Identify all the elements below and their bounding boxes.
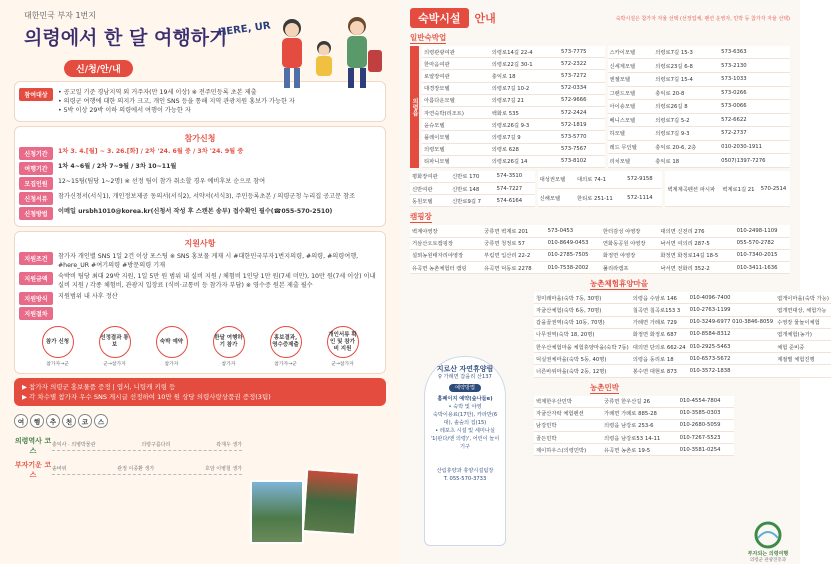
table-row — [534, 365, 831, 377]
table-cell: 010-2498-1109 — [735, 225, 790, 237]
table-cell: 나무권역(숙박 18, 20명) — [534, 328, 631, 340]
table-cell: 의령로7길 21 — [490, 94, 559, 106]
table-cell: 572-1114 — [625, 189, 662, 207]
table-cell: 573-0066 — [719, 100, 790, 114]
table-cell: 의령읍 수암로 146 — [631, 292, 688, 304]
table-row — [534, 316, 831, 328]
table-cell: 칠곡면 칠곡로153 3 — [631, 304, 688, 316]
table-cell: 010-3411-1636 — [735, 262, 790, 274]
table-cell: 의령로23길 6-8 — [653, 59, 719, 73]
table-cell: 골든민박 — [534, 432, 602, 444]
recruit-count: 12~15팀(팀당 1~2명) ※ 선정 팀이 참가 취소할 경우 예비후보 순으로 참여 — [58, 178, 266, 185]
row-tag: 신청방법 — [19, 207, 53, 220]
table-cell: 신해모텔 — [538, 189, 575, 207]
table-cell: 그랜드모텔 — [608, 86, 654, 100]
table-cell: 010-7538-2002 — [546, 262, 601, 274]
table-row — [422, 106, 605, 118]
table-cell: 티파니모텔 — [422, 155, 490, 167]
uiryeong-logo: 부자되는 의령여행 의령군 관광진흥과 — [740, 522, 796, 560]
table-cell: 573-7272 — [559, 70, 605, 82]
table-cell: 봉수면 대현로 873 — [631, 365, 688, 377]
table-row — [410, 171, 535, 183]
table-cell: 010-4096-7400 — [688, 292, 775, 304]
table-cell: 충익로 18 — [490, 70, 559, 82]
table-cell: 아이숑모텔 — [608, 100, 654, 114]
table-row — [422, 70, 605, 82]
table-row — [608, 140, 791, 154]
course-title: 여 행 추 천 코 스 — [14, 414, 108, 428]
table-cell: 화정면 화정로 687 — [631, 328, 688, 340]
table-cell: 자연숙박(리조트) — [422, 106, 490, 118]
table-row — [608, 73, 791, 87]
table-cell: 가례면 가례로 885-28 — [602, 407, 678, 419]
apply-header: 참가신청 — [184, 134, 216, 143]
table-cell: 충익로 20-6, 2층 — [653, 140, 719, 154]
apply-section — [14, 126, 386, 227]
table-cell: 573-7775 — [559, 46, 605, 58]
table-cell: 의령로7길 10-2 — [490, 82, 559, 94]
table-cell: 572-2424 — [559, 106, 605, 118]
table-cell: 신세계모텔 — [608, 59, 654, 73]
table-cell: 엽개체험(농가) — [775, 328, 831, 340]
procedure-step: 선정결과 통보 군→참가자 — [94, 326, 136, 367]
table-cell: 자굴산자락 체험펜션 — [534, 407, 602, 419]
left-page — [0, 0, 400, 564]
support-condition: 참가자 개인별 SNS 1일 2건 이상 포스팅 ※ SNS 홍보물 게재 시 #대한민국부자1번지의령, #의령, #의령여행, #here_UR #여기의령 #방문의령 기재 — [58, 253, 359, 269]
table-cell: 573-6363 — [719, 46, 790, 59]
photo-bridge — [302, 468, 360, 536]
table-row — [608, 86, 791, 100]
table-cell: 010-8584-8312 — [688, 328, 775, 340]
row-tag: 여행기간 — [19, 162, 53, 175]
table-cell: 벽계계곡펜션 파시파 — [665, 171, 720, 207]
table-row — [608, 46, 791, 59]
table-cell: 한터감성 야영장 — [601, 225, 658, 237]
district-lodging — [410, 171, 790, 208]
table-cell: 윤슈모텔 — [422, 119, 490, 131]
table-cell: 화정면 화정로14길 18-5 — [658, 249, 734, 261]
support-header: 지원사항 — [184, 239, 216, 248]
table-cell: 대성권모텔 — [538, 171, 575, 189]
table-cell: 너른바위마을(숙박 2동, 12명) — [534, 365, 631, 377]
table-cell: 동원모텔 — [410, 195, 450, 207]
table-cell: 갑을골권역(숙박 10동, 70명) — [534, 316, 631, 328]
table-row — [534, 304, 831, 316]
table-cell: 의령로7길 15-3 — [653, 46, 719, 59]
table-cell: 충익로 18 — [653, 154, 719, 168]
row-tag: 지원절차 — [19, 307, 53, 320]
table-cell: 레드 무인텔 — [608, 140, 654, 154]
table-cell: 573-2130 — [719, 59, 790, 73]
table-cell: 화정면 야영장 — [601, 249, 658, 261]
table-cell: 충익로 20-8 — [653, 86, 719, 100]
table-cell: 설뫼농원태자리야영장 — [410, 249, 482, 261]
table-row — [422, 131, 605, 143]
category-general: 일반숙박업 — [410, 33, 447, 42]
table-cell: 055-570-2782 — [735, 237, 790, 249]
procedure-step: 참가 신청 참가자→군 — [37, 326, 79, 367]
support-amount: 숙박비 팀당 최대 29박 지원, 1일 5만 원 범위 내 실비 지원 / 체험비 1인당 1만 원(7세 미만), 10만 원(7세 이상) 이내 실비 지원 / 각종 체험비, 관광지 입장료 (식비·교통비 등 참가자 부담) ※ 영수증 원본 제출 필수 — [58, 273, 376, 289]
table-row — [608, 113, 791, 127]
table-row — [422, 58, 605, 70]
row-tag: 모집인원 — [19, 177, 53, 190]
table-cell: 574-7227 — [495, 183, 535, 195]
table-row — [422, 119, 605, 131]
support-method: 지원범위 내 사후 정산 — [58, 293, 118, 300]
table-cell: 한마음여관 — [422, 58, 490, 70]
table-cell: 플레이모텔 — [422, 131, 490, 143]
table-cell: 573-5770 — [559, 131, 605, 143]
table-cell: 한우산체험마을 체험휴양마을(숙박 7동) — [534, 340, 631, 352]
table-cell: 벽계한우산민박 — [534, 396, 602, 408]
table-cell: 평화장여관 — [410, 171, 450, 183]
course-history: 의령역사 코스 충익사 · 의병박물관 의령구름다리 곽재우 생가 — [14, 437, 242, 455]
table-row — [410, 225, 790, 237]
table-cell: 의령로7길 9 — [490, 131, 559, 143]
table-cell: 체험 준비중 — [775, 340, 831, 352]
table-row — [608, 59, 791, 73]
table-cell: 010-2785-7505 — [546, 249, 601, 261]
table-row — [534, 407, 734, 419]
table-cell: 570-2514 — [759, 171, 790, 207]
table-cell: 010-2030-1911 — [719, 140, 790, 154]
table-cell: 스카이모텔 — [608, 46, 654, 59]
table-row — [534, 396, 734, 408]
table-row — [534, 340, 831, 352]
table-row — [410, 237, 790, 249]
family-illustration — [262, 10, 386, 92]
table-cell: 궁류면 벽계로 201 — [482, 225, 546, 237]
lodging-note: 숙박시설은 참가자 자율 선택 (선정업체, 펜션 운영자, 민박 등 참가자 자율 선택) — [615, 15, 790, 22]
documents: 참가신청서(서식1), 개인정보제공 동의서(서식2), 서약서(서식3), 주민등록초본 / 의령군청 누리집 공고문 참조 — [58, 193, 356, 200]
minbak-table — [534, 396, 734, 457]
table-cell: 의령로14길 22-4 — [490, 46, 559, 58]
table-cell: 010-3249-6977 010-3846-8059 — [688, 316, 775, 328]
table-cell: 덕실권체마을(숙박 5동, 40명) — [534, 353, 631, 365]
procedure-steps — [19, 326, 381, 367]
general-lodging — [410, 46, 790, 168]
table-row — [422, 94, 605, 106]
table-cell: 엔젤모텔 — [608, 73, 654, 87]
table-cell: 의령관광여관 — [422, 46, 490, 58]
notice-line: ▶ 참가자 의령군 홍보물품 증정 | 엽서, 니팅캐 키링 등 — [22, 383, 176, 391]
table-cell: 남강민박 — [534, 419, 602, 431]
procedure-step: 홍보결과, 영수증제출 참가자→군 — [265, 326, 307, 367]
table-cell: 베니스모텔 — [608, 113, 654, 127]
table-cell: 010-2925-5463 — [688, 340, 775, 352]
table-cell: 대경장모텔 — [422, 82, 490, 94]
logo-mark-icon — [740, 522, 796, 548]
table-row — [534, 353, 831, 365]
table-cell: 엽개이마을(숙박 가능) — [775, 292, 831, 304]
procedure-step: 숙박 예약 참가자 — [151, 326, 193, 367]
table-cell: 신반로 170 — [450, 171, 495, 183]
table-cell: 하모텔 — [608, 127, 654, 141]
table-cell: 573-1033 — [719, 73, 790, 87]
eligibility-line: • 5박 이상 29박 이하 의령에서 여행이 가능한 자 — [58, 107, 191, 114]
ds-table — [538, 171, 663, 208]
table-cell: 거삼산오토캠핑장 — [410, 237, 482, 249]
table-cell: 백화로 535 — [490, 106, 559, 118]
table-cell: 572-9158 — [625, 171, 662, 189]
table-cell: 리치모텔 — [608, 154, 654, 168]
camping-table — [410, 225, 790, 274]
table-cell: 계절별 체험진행 — [775, 353, 831, 365]
apply-info-header: 신/청/안/내 — [64, 60, 133, 77]
table-cell: 573-0453 — [546, 225, 601, 237]
table-cell: 572-0334 — [559, 82, 605, 94]
apply-method[interactable]: 이메일 ursbh1010@korea.kr(신청서 작성 후 스캔본 송부) 접수확인 필수(☎055-570-2510) — [58, 208, 333, 215]
table-cell: 대의로 74-1 — [575, 171, 625, 189]
kicker: 대한민국 부자 1번지 — [24, 11, 96, 20]
notice-box — [14, 378, 386, 406]
table-cell: 청미래마을(숙박 7동, 30명) — [534, 292, 631, 304]
table-cell: 572-2737 — [719, 127, 790, 141]
table-row — [538, 189, 663, 207]
table-cell: 의령로26길 9-3 — [490, 119, 559, 131]
table-cell — [775, 365, 831, 377]
table-cell: 0507)1397-7276 — [719, 154, 790, 168]
table-row — [410, 262, 790, 274]
course-wealth: 부자기운 코스 솥바위 관정 이종환 생가 호암 이병철 생가 — [14, 461, 242, 479]
table-cell: 벽계로1길 21 — [720, 171, 758, 207]
general-table-left — [422, 46, 605, 168]
table-cell: 572-2322 — [559, 58, 605, 70]
table-cell: 로얄장여관 — [422, 70, 490, 82]
table-cell: 의령모텔 — [422, 143, 490, 155]
table-row — [410, 249, 790, 261]
table-row — [534, 444, 734, 456]
table-cell: 아름다운모텔 — [422, 94, 490, 106]
table-cell: 부림면 입산리 22-2 — [482, 249, 546, 261]
table-cell: 010-7267-5523 — [678, 432, 734, 444]
table-row — [665, 171, 790, 207]
table-cell: 010-4554-7804 — [678, 396, 734, 408]
table-cell: 대의면 단의로 662-24 — [631, 340, 688, 352]
table-cell: 신반로9길 7 — [450, 195, 495, 207]
forest-info-card: 지로산 자연휴양림 ♀ 가례면 갑을리 산137 예약방법 홈페이지 예약(숲나들e) • 숙박 및 야영 숙박이용료(17만), 카라반(6대), 솔숲의 집(15) • 레포츠 시설 및 세미나실 '1(판다/엔 의령)', 어린이 놀이기구 산림휴양과 휴양시설팀장 T. 055-570-3733 — [424, 356, 506, 546]
photo-rock — [250, 480, 304, 544]
table-cell: 574-3510 — [495, 171, 535, 183]
category-camping: 캠핑장 — [410, 212, 432, 222]
table-cell: 572-1819 — [559, 119, 605, 131]
here-ur-tag: HERE, UR — [217, 20, 272, 39]
row-tag: 지원조건 — [19, 252, 53, 265]
table-cell: 궁류면 청정로 57 — [482, 237, 546, 249]
table-cell: 010-6573-5672 — [688, 353, 775, 365]
eligibility-line: • 의령군 여행에 대한 의지가 크고, 개인 SNS 등을 통해 지역 관광지원 홍보가 가능한 자 — [58, 98, 295, 105]
table-row — [422, 155, 605, 167]
table-cell: 010-2680-5059 — [678, 419, 734, 431]
table-cell: 의령로7길 5-2 — [653, 113, 719, 127]
table-row — [410, 195, 535, 207]
table-row — [538, 171, 663, 189]
table-cell: 의령로26길 14 — [490, 155, 559, 167]
lodging-title-main: 숙박시설 — [410, 8, 469, 28]
table-row — [410, 183, 535, 195]
table-cell: 벽계야영장 — [410, 225, 482, 237]
table-cell: 의령읍 남강로 253-6 — [602, 419, 678, 431]
eligibility-line: • 공고일 기준 경남지역 외 거주자(만 19세 이상) ※ 전주민등록 초본 제출 — [58, 89, 257, 96]
travel-period: 1차 4~6월 / 2차 7~9월 / 3차 10~11월 — [58, 163, 177, 170]
category-minbak: 농촌민박 — [590, 382, 619, 392]
region-label: 의령읍 — [410, 46, 419, 168]
table-cell: 의령읍 동리로 18 — [631, 353, 688, 365]
table-cell: 010-7340-2015 — [735, 249, 790, 261]
table-cell: 010-2763-1199 — [688, 304, 775, 316]
table-cell: 572-6622 — [719, 113, 790, 127]
table-cell: 의령로7길 9-3 — [653, 127, 719, 141]
table-row — [608, 154, 791, 168]
table-cell: 010-8649-0453 — [546, 237, 601, 249]
table-cell: 신반로 148 — [450, 183, 495, 195]
table-row — [608, 100, 791, 114]
main-title: 의령에서 한 달 여행하기 — [24, 27, 228, 49]
table-cell: 낙서면 전화리 352-2 — [658, 262, 734, 274]
row-tag: 신청기간 — [19, 147, 53, 160]
category-farm: 농촌체험휴양마을 — [590, 279, 648, 289]
general-table-right — [608, 46, 791, 168]
table-cell: 대의면 신전리 276 — [658, 225, 734, 237]
table-cell: 010-3585-0303 — [678, 407, 734, 419]
table-cell: 유곡면 농촌로 19-5 — [602, 444, 678, 456]
apply-period: 1차 3. 4.[월] ~ 3. 26.[화] / 2차 '24. 6월 중 / 3차 '24. 9월 중 — [58, 148, 244, 155]
table-cell: 유곡면 덕동로 2278 — [482, 262, 546, 274]
table-cell: 수영장 물놀이체험 — [775, 316, 831, 328]
table-row — [608, 127, 791, 141]
lodging-title — [410, 8, 790, 28]
gj-table — [665, 171, 790, 208]
table-cell: 엽개면대상, 체험가능 — [775, 304, 831, 316]
table-cell: 의령로7길 15-4 — [653, 73, 719, 87]
table-cell: 유곡면 농촌체험터 캠핑 — [410, 262, 482, 274]
table-cell: 가례면 가례로 729 — [631, 316, 688, 328]
table-row — [534, 432, 734, 444]
table-row — [422, 46, 605, 58]
table-cell: 573-0266 — [719, 86, 790, 100]
table-cell: 572-9666 — [559, 94, 605, 106]
table-cell: 의령로26길 8 — [653, 100, 719, 114]
table-cell: 연화동공원 야영장 — [601, 237, 658, 249]
notice-line: ▶ 각 차수별 참가자 우수 SNS 게시글 선정하여 10만 원 상당 의령사랑상품권 증정(3팀) — [22, 393, 271, 401]
table-cell: 의령읍 남강로53 14-11 — [602, 432, 678, 444]
procedure-step: 한달 여행하기 참가 참가자 — [208, 326, 250, 367]
table-cell: 낙서면 여의리 287-5 — [658, 237, 734, 249]
table-row — [534, 328, 831, 340]
table-cell: 574-6164 — [495, 195, 535, 207]
table-row — [422, 82, 605, 94]
table-cell: 신반여관 — [410, 183, 450, 195]
eligibility-tag: 참여대상 — [19, 88, 53, 101]
table-cell: 의령로22길 30-1 — [490, 58, 559, 70]
row-tag: 지원금액 — [19, 272, 53, 285]
table-cell: 573-7567 — [559, 143, 605, 155]
table-cell: 010-3572-1838 — [688, 365, 775, 377]
table-cell: 한티로 251-11 — [575, 189, 625, 207]
table-row — [422, 143, 605, 155]
table-cell: 풀리라캠프 — [601, 262, 658, 274]
row-tag: 지원방식 — [19, 292, 53, 305]
table-row — [534, 292, 831, 304]
table-cell: 제이하우스(의령민박) — [534, 444, 602, 456]
table-cell: 의령로 628 — [490, 143, 559, 155]
row-tag: 신청서류 — [19, 192, 53, 205]
table-cell: 자굴산체험(숙박 6동, 70명) — [534, 304, 631, 316]
table-cell: 010-3581-0254 — [678, 444, 734, 456]
table-cell: 573-8102 — [559, 155, 605, 167]
support-section — [14, 231, 386, 374]
table-cell: 궁류면 한우산길 26 — [602, 396, 678, 408]
procedure-step: 개인서류 확인 및 참가비 지원 군→참가자 — [322, 326, 364, 367]
bu-table — [410, 171, 535, 208]
lodging-title-sub: 안내 — [474, 12, 496, 25]
table-row — [534, 419, 734, 431]
farm-table — [534, 292, 831, 377]
